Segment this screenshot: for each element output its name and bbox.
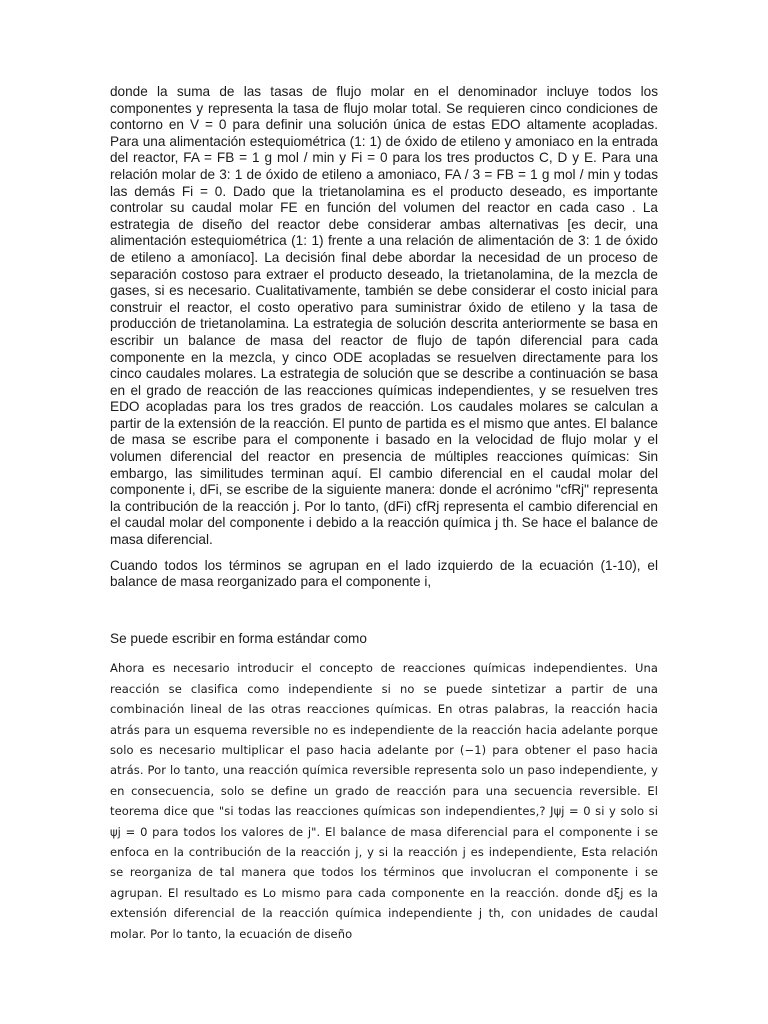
body-paragraph-3: Se puede escribir en forma estándar como [110,630,367,646]
document-page [110,84,658,944]
body-paragraph-2: Cuando todos los términos se agrupan en el lado izquierdo de la ecuación (1-10), el balance de masa reorganizado para el componente i, [110,557,658,590]
body-paragraph-1: donde la suma de las tasas de flujo molar en el denominador incluye todos los componentes y representa la tasa de flujo molar total. Se requieren cinco condiciones de contorno en V = 0 para definir una solución única de estas EDO altamente acopladas. Para una alimentación estequiométrica (1: 1) de óxido de etileno y amoniaco en la entrada del reactor, FA = FB = 1 g mol / min y Fi = 0 para los tres productos C, D y E. Para una relación molar de 3: 1 de óxido de etileno a amoniaco, FA / 3 = FB = 1 g mol / min y todas las demás Fi = 0. Dado que la trietanolamina es el producto deseado, es importante controlar su caudal molar FE en función del volumen del reactor en cada caso . La estrategia de diseño del reactor debe considerar ambas alternativas [es decir, una alimentación estequiométrica (1: 1) frente a una relación de alimentación de 3: 1 de óxido de etileno a amoníaco]. La decisión final debe abordar la necesidad de un proceso de separación costoso para extraer el producto deseado, la trietanolamina, de la mezcla de gases, si es necesario. Cualitativamente, también se debe considerar el costo inicial para construir el reactor, el costo operativo para suministrar óxido de etileno y la tasa de producción de trietanolamina. La estrategia de solución descrita anteriormente se basa en escribir un balance de masa del reactor de flujo de tapón diferencial para cada componente en la mezcla, y cinco ODE acopladas se resuelven directamente para los cinco caudales molares. La estrategia de solución que se describe a continuación se basa en el grado de reacción de las reacciones químicas independientes, y se resuelven tres EDO acopladas para los tres grados de reacción. Los caudales molares se calculan a partir de la extensión de la reacción. El punto de partida es el mismo que antes. El balance de masa se escribe para el componente i basado en la velocidad de flujo molar y el volumen diferencial del reactor en presencia de múltiples reacciones químicas: Sin embargo, las similitudes terminan aquí. El cambio diferencial en el caudal molar del componente i, dFi, se escribe de la siguiente manera: donde el acrónimo "cfRj" representa la contribución de la reacción j. Por lo tanto, (dFi) cfRj representa el cambio diferencial en el caudal molar del componente i debido a la reacción química j th. Se hace el balance de masa diferencial. [110,84,658,548]
body-paragraph-4: Ahora es necesario introducir el concepto de reacciones químicas independientes. Una reacción se clasifica como independiente si no se puede sintetizar a partir de una combinación lineal de las otras reacciones químicas. En otras palabras, la reacción hacia atrás para un esquema reversible no es independiente de la reacción hacia adelante porque solo es necesario multiplicar el paso hacia adelante por (−1) para obtener el paso hacia atrás. Por lo tanto, una reacción química reversible representa solo un paso independiente, y en consecuencia, solo se define un grado de reacción para una secuencia reversible. El teorema dice que "si todas las reacciones químicas son independientes,? Jψj = 0 si y solo si ψj = 0 para todos los valores de j". El balance de masa diferencial para el componente i se enfoca en la contribución de la reacción j, y si la reacción j es independiente, Esta relación se reorganiza de tal manera que todos los términos que involucran el componente i se agrupan. El resultado es Lo mismo para cada componente en la reacción. donde dξj es la extensión diferencial de la reacción química independiente j th, con unidades de caudal molar. Por lo tanto, la ecuación de diseño [110,661,658,941]
